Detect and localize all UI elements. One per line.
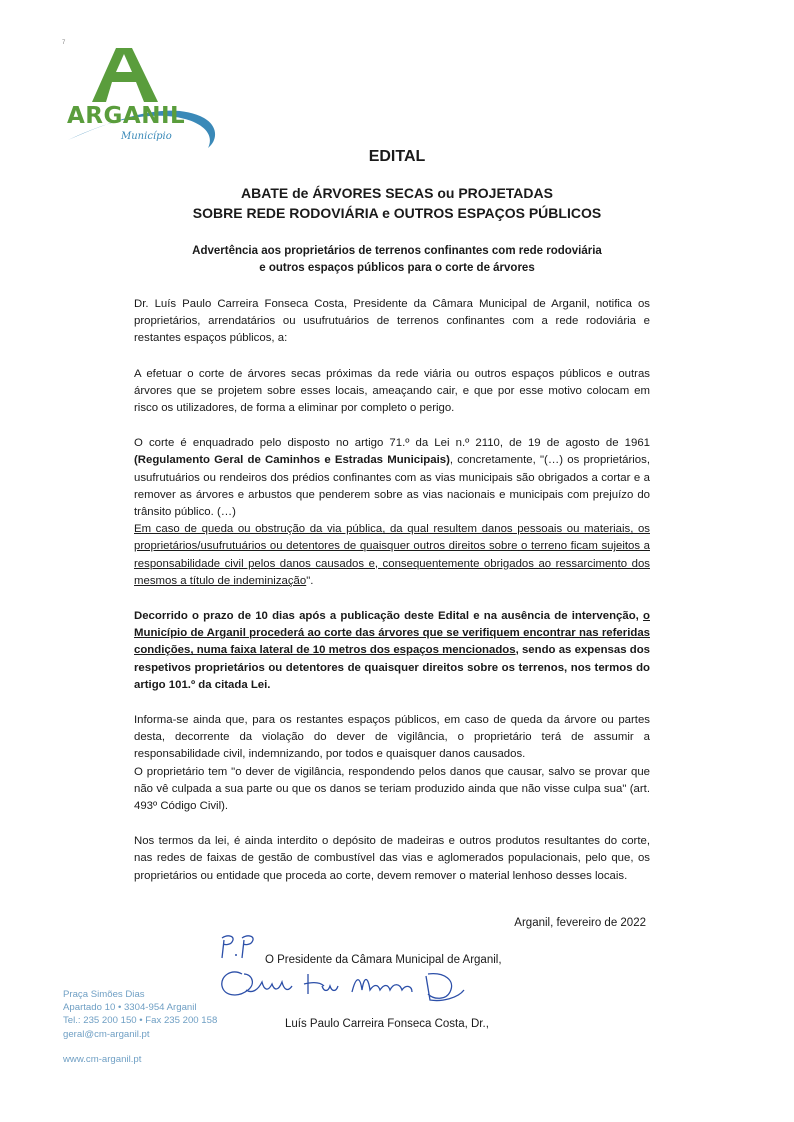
- paragraph-1: A efetuar o corte de árvores secas próximas da rede viária ou outros espaços públicos e outras árvores que se projetem sobre esses locais, ameaçando cair, e que por esse motivo colocam em risco os utilizadores, de forma a eliminar por completo o perigo.: [134, 367, 650, 415]
- paragraph-4-text: Decorrido o prazo de 10 dias após a publicação deste Edital e na ausência de intervenção,: [134, 610, 644, 623]
- logo-name: ARGANIL: [67, 103, 186, 129]
- warning-line: e outros espaços públicos para o corte de árvores: [259, 262, 535, 274]
- logo-subtitle: Município: [121, 131, 172, 142]
- footer-address: [63, 988, 217, 1041]
- page-mark: 7: [62, 40, 66, 46]
- paragraph-3-end: ".: [306, 574, 314, 587]
- warning-heading: [0, 243, 794, 277]
- paragraph-2-quote: , concretamente, "(…) os proprietários, usufrutuários ou rendeiros dos prédios confinantes com as vias municipais são obrigados a cortar e a remover as árvores e arbustos que penderem sobre as vias nacionais e municipais com prejuízo do trânsito público. (…): [134, 454, 650, 519]
- paragraph-6: O proprietário tem "o dever de vigilância, respondendo pelos danos que causar, salvo se provar que não vê culpada a sua parte ou que os danos se teriam produzido ainda que não visse culpa sua" (art. 493º Código Civil).: [134, 765, 650, 813]
- footer-line: Tel.: 235 200 150 • Fax 235 200 158: [63, 1015, 218, 1027]
- footer-website[interactable]: www.cm-arganil.pt: [63, 1054, 142, 1065]
- president-line: O Presidente da Câmara Municipal de Arganil,: [265, 954, 502, 966]
- paragraph-3-underlined: Em caso de queda ou obstrução da via pública, da qual resultem danos pessoais ou materiais, os proprietários/usufrutuários ou detentores de quaisquer outros direitos sobre o terreno ficam sujeitos a responsabilidade civil pelos danos causados e, consequentemente obrigados ao ressarcimento dos mesmos a título de indeminização: [134, 523, 650, 587]
- footer-line: Praça Simões Dias: [63, 989, 145, 1000]
- paragraph-2: [134, 435, 650, 521]
- document-title: EDITAL: [368, 148, 426, 165]
- paragraph-5: Informa-se ainda que, para os restantes espaços públicos, em caso de queda da árvore ou partes desta, decorrente da violação do dever de vigilância, o proprietário terá de assumir a responsabilidade civil, indemnizando, por todos e quaisquer danos causados.: [134, 714, 650, 761]
- paragraph-2-text: O corte é enquadrado pelo disposto no artigo 71.º da Lei n.º 2110, de 19 de agosto de 1961: [134, 437, 650, 450]
- warning-line: Advertência aos proprietários de terrenos confinantes com rede rodoviária: [192, 245, 602, 257]
- arganil-logo: [58, 44, 228, 154]
- paragraph-3: [134, 521, 650, 590]
- signer-name: Luís Paulo Carreira Fonseca Costa, Dr.,: [285, 1018, 489, 1030]
- handwritten-signature: [212, 960, 472, 1015]
- footer-line: Apartado 10 • 3304-954 Arganil: [63, 1002, 197, 1014]
- paragraph-4: [134, 608, 650, 694]
- footer-email[interactable]: geral@cm-arganil.pt: [63, 1028, 150, 1040]
- regulation-name: (Regulamento Geral de Caminhos e Estradas Municipais): [134, 454, 450, 467]
- subtitle-line: SOBRE REDE RODOVIÁRIA e OUTROS ESPAÇOS PÚBLICOS: [192, 205, 602, 221]
- document-body: [134, 296, 650, 903]
- intro-paragraph: Dr. Luís Paulo Carreira Fonseca Costa, Presidente da Câmara Municipal de Arganil, notifica os proprietários, arrendatários ou usufrutuários de terrenos confinantes com a rede rodoviária e restantes espaços públicos, a:: [134, 298, 650, 345]
- document-subtitle: [0, 183, 794, 223]
- subtitle-line: ABATE de ÁRVORES SECAS ou PROJETADAS: [241, 185, 553, 201]
- date-line: Arganil, fevereiro de 2022: [514, 917, 646, 929]
- paragraph-4-end: , sendo as expensas dos respetivos proprietários ou detentores de quaisquer direitos sobre os terrenos, nos termos do artigo 101.º da citada Lei.: [134, 644, 651, 691]
- paragraph-7: Nos termos da lei, é ainda interdito o depósito de madeiras e outros produtos resultantes do corte, nas redes de faixas de gestão de combustível das vias e aglomerados populacionais, pelo que, os proprietários ou entidade que proceda ao corte, devem remover o material lenhoso desses locais.: [134, 835, 650, 882]
- paragraph-4-underlined: o Município de Arganil procederá ao corte das árvores que se verifiquem encontrar nas referidas condições, numa faixa lateral de 10 metros dos espaços mencionados: [134, 610, 650, 657]
